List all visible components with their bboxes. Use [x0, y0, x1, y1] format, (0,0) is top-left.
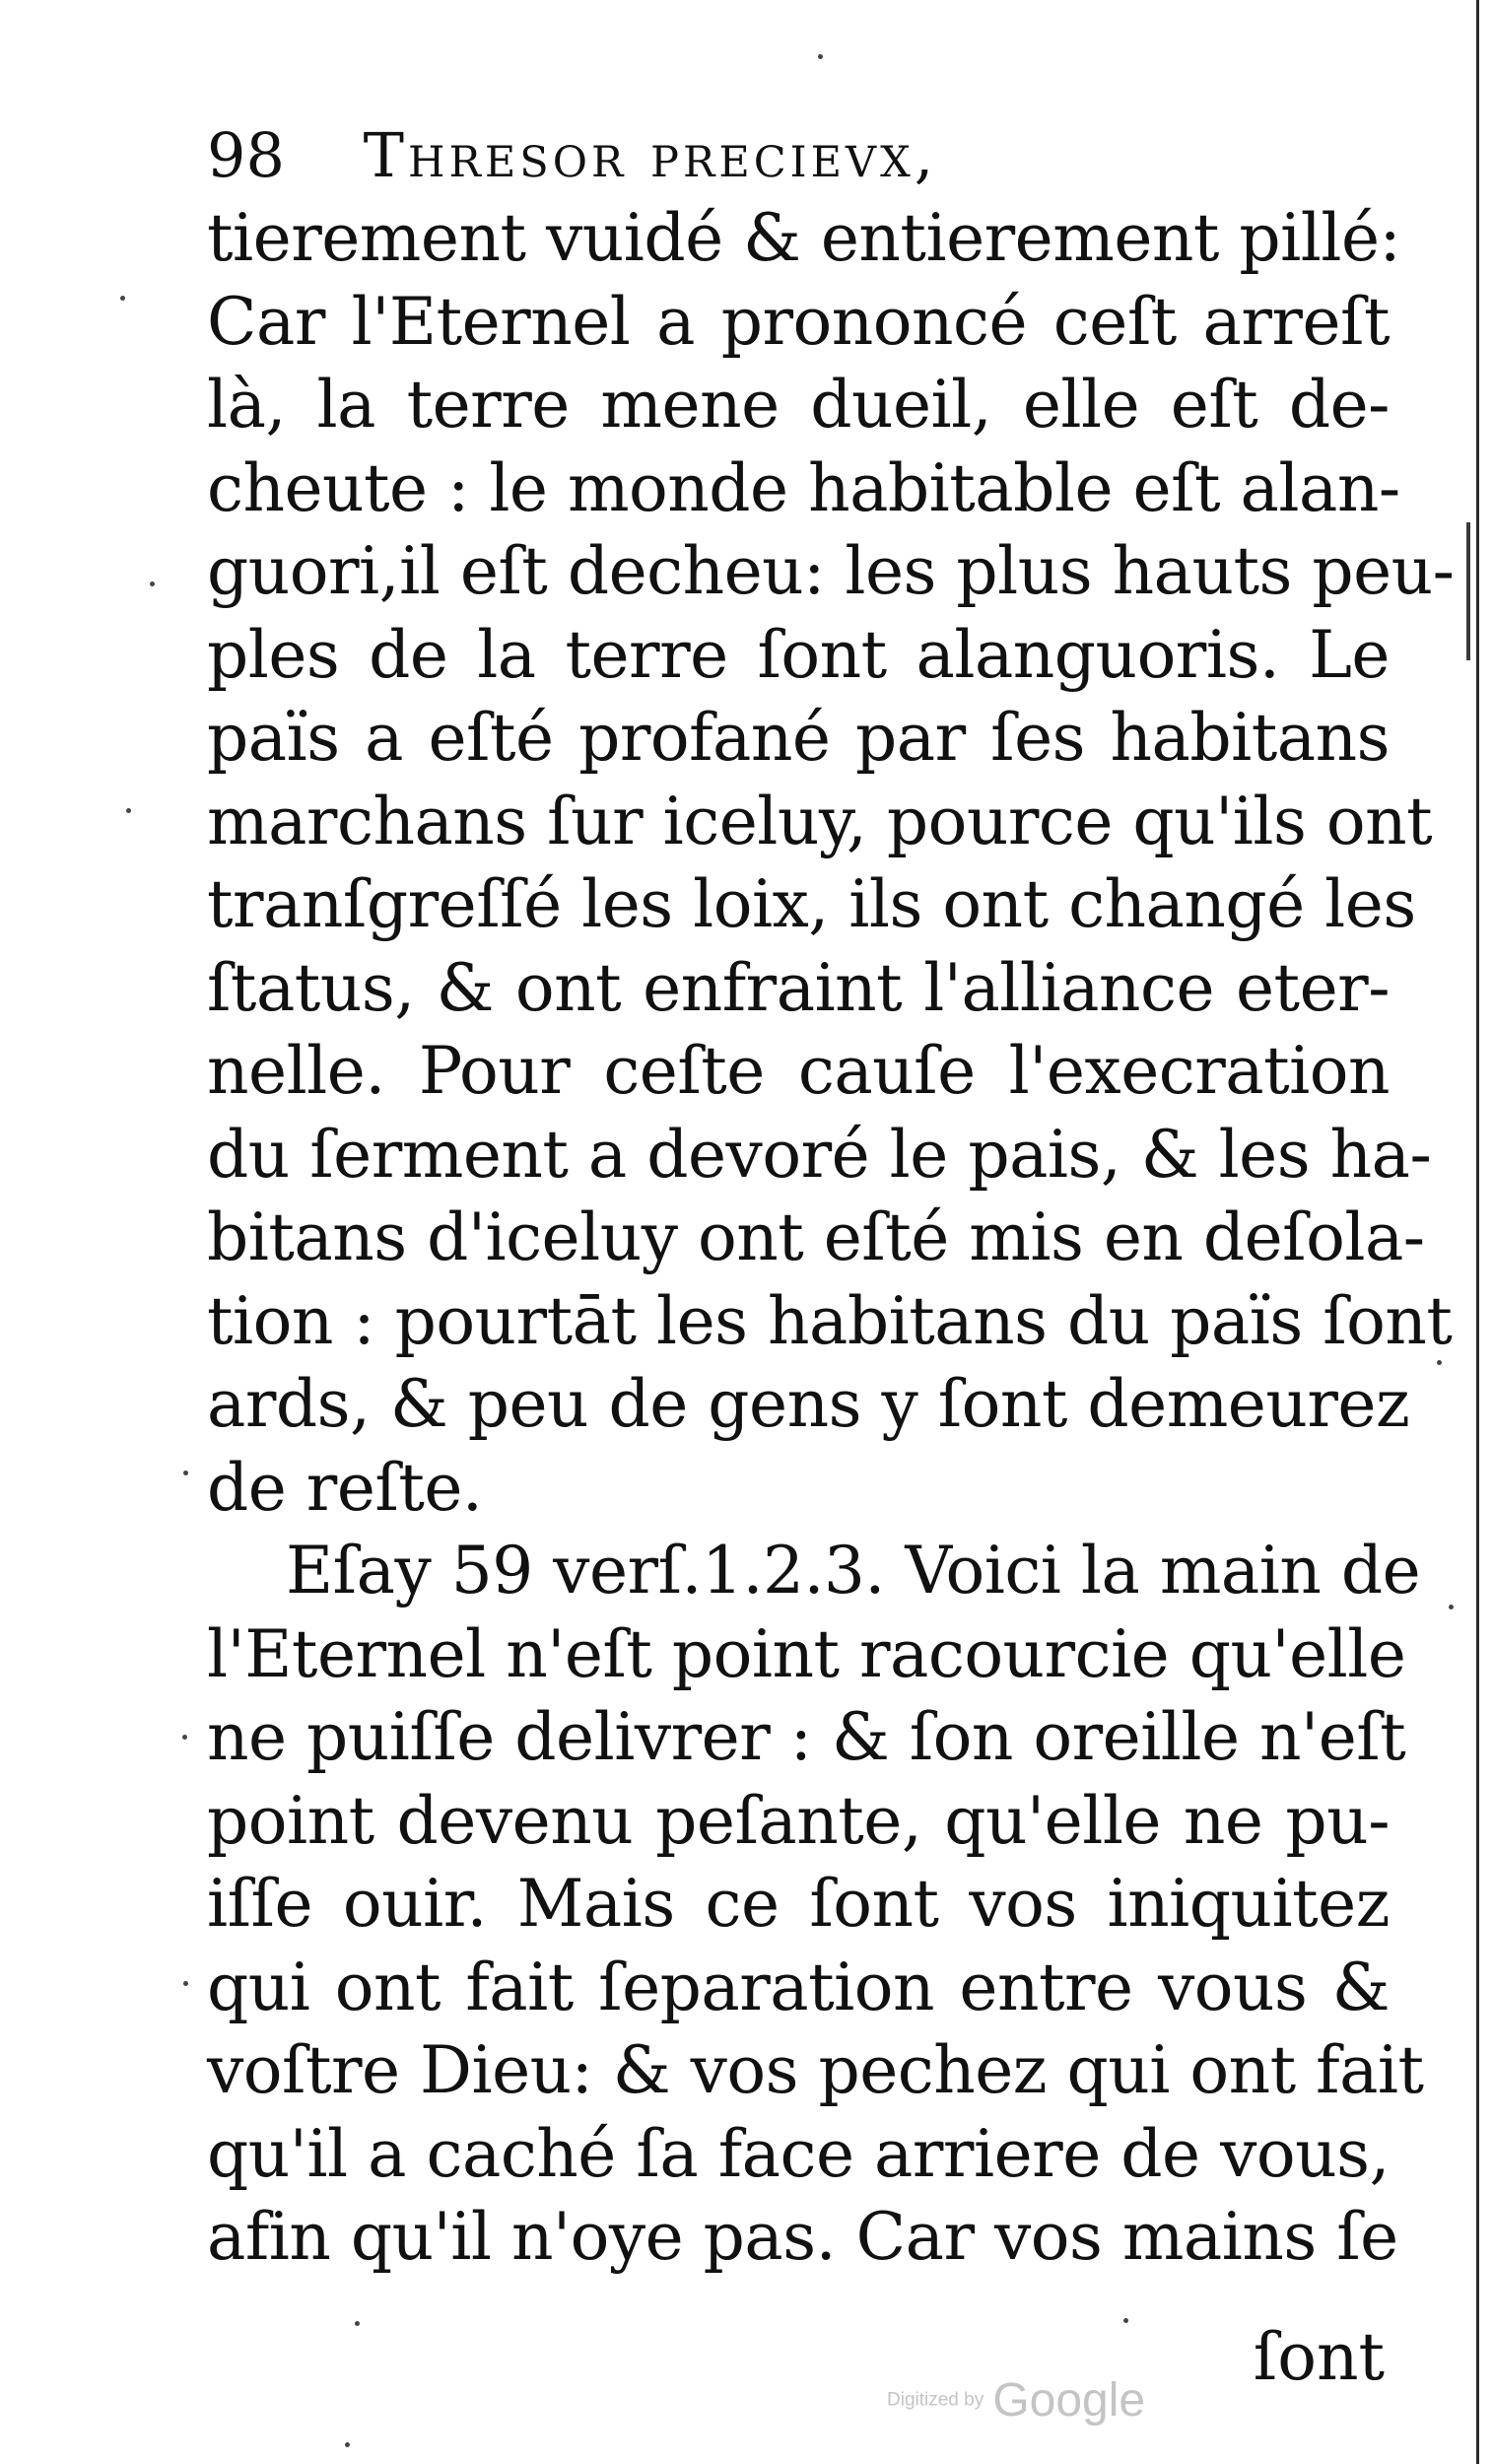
catchword: ſont — [1253, 2319, 1385, 2395]
text-line: du ſerment a devoré le pais, & les ha- — [207, 1116, 1432, 1193]
text-line: tion : pourtāt les habitans du païs ſont — [207, 1282, 1453, 1359]
text-line: point devenu peſante, qu'elle ne pu- — [207, 1782, 1390, 1859]
text-line: Car l'Eternel a prononcé ceſt arreſt — [207, 283, 1390, 360]
text-line: ards, & peu de gens y ſont demeurez — [207, 1366, 1410, 1442]
text-line: marchans ſur iceluy, pource qu'ils ont — [207, 783, 1433, 859]
text-line: ſtatus, & ont enfraint l'alliance eter- — [207, 949, 1390, 1026]
text-line: qu'il a caché ſa face arriere de vous, — [207, 2115, 1390, 2192]
text-line: l'Eternel n'eſt point racourcie qu'elle — [207, 1615, 1406, 1692]
body-text — [207, 197, 1455, 2280]
ink-speck — [120, 296, 125, 301]
ink-speck — [345, 2442, 350, 2447]
text-line: afin qu'il n'oye pas. Car vos mains ſe — [207, 2199, 1398, 2275]
ink-speck — [1123, 2318, 1128, 2323]
text-line: là, la terre mene dueil, elle eſt de- — [207, 367, 1390, 443]
digitization-watermark — [887, 2373, 1202, 2432]
ink-speck — [818, 54, 823, 59]
text-line: tierement vuidé & entierement pillé: — [207, 200, 1401, 276]
paragraph-start-line: Eſay 59 verſ.1.2.3. Voici la main de — [286, 1533, 1421, 1608]
ink-speck — [182, 1735, 187, 1740]
text-line: de reſte. — [207, 1449, 483, 1526]
ink-speck — [183, 1981, 188, 1986]
page-number: 98 — [207, 119, 285, 191]
ink-speck — [1449, 1605, 1454, 1609]
page-edge-mark — [1466, 522, 1470, 660]
watermark-prefix: Digitized by — [887, 2389, 984, 2411]
text-line: cheute : le monde habitable eſt alan- — [207, 449, 1400, 526]
text-line: iſſe ouir. Mais ce ſont vos iniquitez — [207, 1866, 1390, 1942]
watermark-logo: Google — [992, 2374, 1146, 2427]
page-edge-line — [1476, 0, 1479, 2464]
text-line: voſtre Dieu: & vos pechez qui ont fait — [207, 2032, 1424, 2108]
text-line: païs a eſté profané par ſes habitans — [207, 700, 1390, 776]
running-title: Thresor precievx, — [363, 119, 938, 191]
ink-speck — [126, 808, 131, 813]
ink-speck — [150, 582, 155, 586]
text-line: ples de la terre ſont alanguoris. Le — [207, 616, 1390, 693]
text-line: nelle. Pour ceſte cauſe l'execration — [207, 1033, 1390, 1109]
text-line: qui ont fait ſeparation entre vous & — [207, 1949, 1390, 2025]
text-line: ne puiſſe delivrer : & ſon oreille n'eſt — [207, 1699, 1406, 1775]
text-line: guori,il eſt decheu: les plus hauts peu- — [207, 533, 1455, 609]
page-header — [207, 108, 1390, 202]
ink-speck — [1437, 1360, 1442, 1365]
text-line: bitans d'iceluy ont eſté mis en deſola- — [207, 1199, 1425, 1275]
text-line: tranſgreſſé les loix, ils ont changé les — [207, 866, 1416, 942]
ink-speck — [355, 2321, 360, 2326]
ink-speck — [183, 1471, 188, 1475]
